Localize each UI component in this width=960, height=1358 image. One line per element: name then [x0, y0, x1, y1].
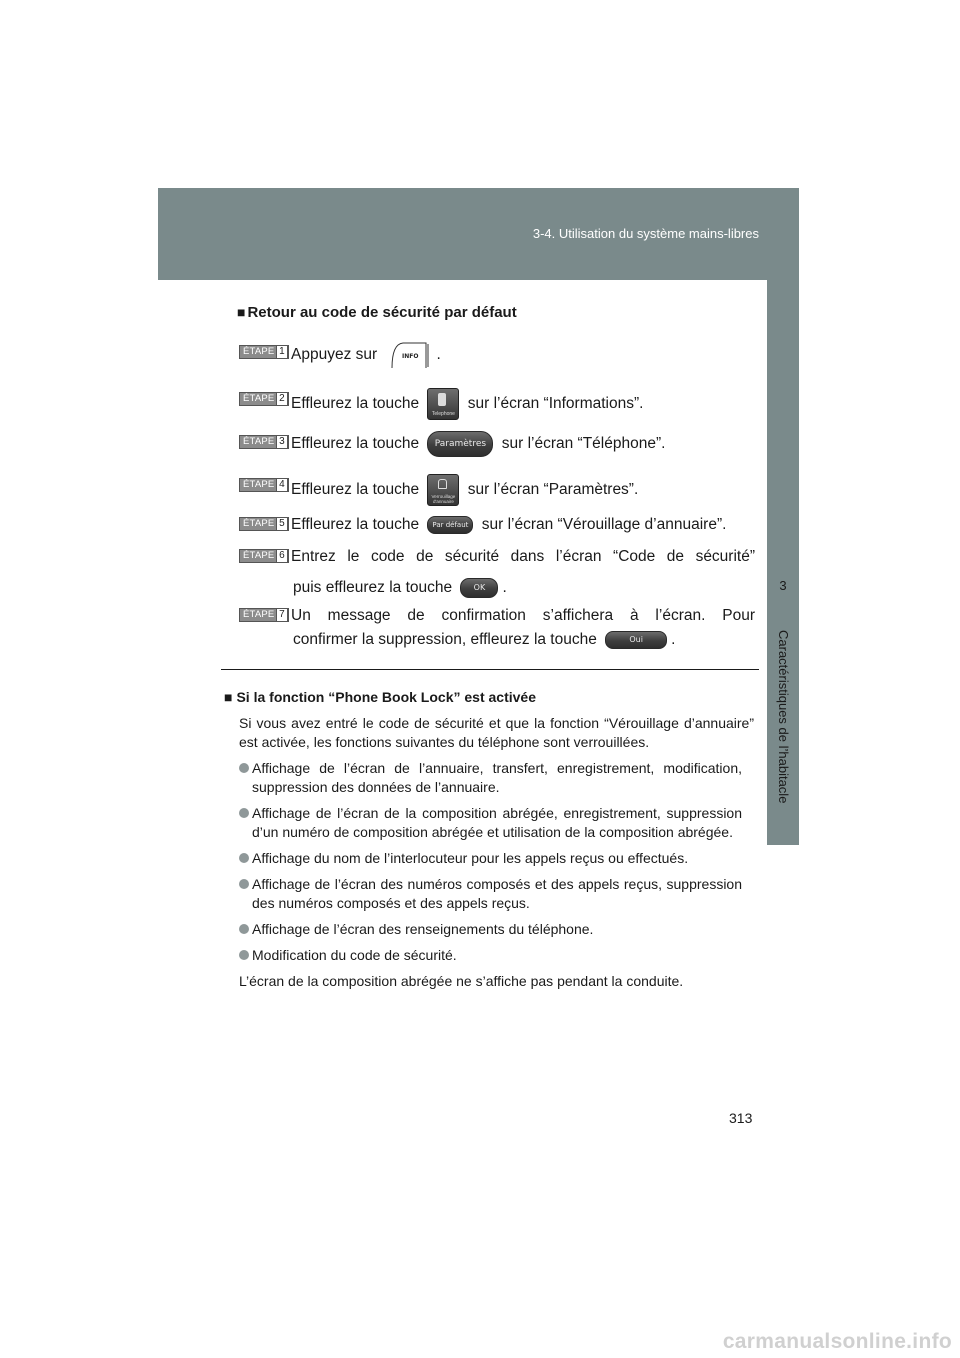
- notes-footer: L’écran de la composition abrégée ne s’affiche pas pendant la conduite.: [239, 973, 684, 989]
- square-bullet-icon: ■: [224, 689, 233, 705]
- oui-button[interactable]: Oui: [605, 631, 667, 649]
- list-item: Modification du code de sécurité.: [239, 946, 742, 965]
- watermark: carmanualsonline.info: [722, 1330, 952, 1353]
- step-badge: ÉTAPE 5: [239, 517, 289, 531]
- section-divider: [221, 669, 759, 670]
- chapter-header: [158, 188, 799, 280]
- bullet-dot-icon: [239, 763, 249, 773]
- notes-intro: Si vous avez entré le code de sécurité et que la fonction “Vérouillage d’annuaire” est activée, les fonctions suivantes du téléphone sont verrouillées.: [239, 715, 754, 750]
- step-3: ÉTAPE 3 Effleurez la touche Paramètres sur l’écran “Téléphone”.: [239, 431, 755, 457]
- step-badge: ÉTAPE 7: [239, 608, 289, 622]
- verrouillage-annuaire-button[interactable]: Verrouillage d'annuaire: [427, 474, 459, 506]
- list-item: Affichage du nom de l’interlocuteur pour les appels reçus ou effectués.: [239, 849, 742, 868]
- square-bullet-icon: ■: [237, 304, 246, 320]
- bullet-dot-icon: [239, 924, 249, 934]
- parametres-button[interactable]: Paramètres: [427, 431, 493, 457]
- step-badge: ÉTAPE 3: [239, 435, 289, 449]
- phone-icon: [438, 393, 446, 406]
- step-badge: ÉTAPE 1: [239, 345, 289, 359]
- step-5: ÉTAPE 5 Effleurez la touche Par défaut sur l’écran “Vérouillage d’annuaire”.: [239, 513, 755, 537]
- ok-button[interactable]: OK: [460, 578, 498, 598]
- step-badge: ÉTAPE 6: [239, 549, 289, 563]
- info-key-icon: [389, 341, 431, 369]
- step-badge: ÉTAPE 2: [239, 392, 289, 406]
- par-defaut-button[interactable]: Par défaut: [427, 516, 473, 534]
- info-key-label: INFO: [402, 353, 419, 360]
- step-2: ÉTAPE 2 Effleurez la touche Telephone sur l’écran “Informations”.: [239, 388, 755, 420]
- bullet-dot-icon: [239, 853, 249, 863]
- lock-icon: [438, 479, 447, 489]
- page-number: 313: [729, 1110, 753, 1126]
- chapter-number: 3: [779, 578, 787, 593]
- step-7: ÉTAPE 7 Un message de confirmation s’affichera à l’écran. Pour confirmer la suppression, effleurez la touche Oui .: [239, 604, 755, 652]
- step-4: ÉTAPE 4 Effleurez la touche Verrouillage d'annuaire sur l’écran “Paramètres”.: [239, 474, 755, 506]
- chapter-side-label: Caractéristiques de l’habitacle: [776, 630, 791, 804]
- list-item: Affichage de l’écran de la composition abrégée, enregistrement, suppression d’un numéro de composition abrégée et utilisation de la composition abrégée.: [239, 804, 742, 842]
- bullet-dot-icon: [239, 879, 249, 889]
- telephone-button[interactable]: Telephone: [427, 388, 459, 420]
- section-heading: ■ Retour au code de sécurité par défaut: [237, 304, 517, 321]
- notes-section: [224, 688, 754, 991]
- notes-heading: ■ Si la fonction “Phone Book Lock” est activée: [224, 689, 536, 705]
- step-6: ÉTAPE 6 Entrez le code de sécurité dans l’écran “Code de sécurité” puis effleurez la touche OK .: [239, 545, 755, 600]
- list-item: Affichage de l’écran de l’annuaire, transfert, enregistrement, modification, suppression des données de l’annuaire.: [239, 759, 742, 797]
- chapter-title: 3-4. Utilisation du système mains-libres: [532, 226, 759, 241]
- bullet-dot-icon: [239, 950, 249, 960]
- list-item: Affichage de l’écran des renseignements du téléphone.: [239, 920, 742, 939]
- bullet-dot-icon: [239, 808, 249, 818]
- list-item: Affichage de l’écran des numéros composés et des appels reçus, suppression des numéros composés et des appels reçus.: [239, 875, 742, 913]
- step-badge: ÉTAPE 4: [239, 478, 289, 492]
- step-1: ÉTAPE 1 Appuyez sur INFO .: [239, 341, 755, 369]
